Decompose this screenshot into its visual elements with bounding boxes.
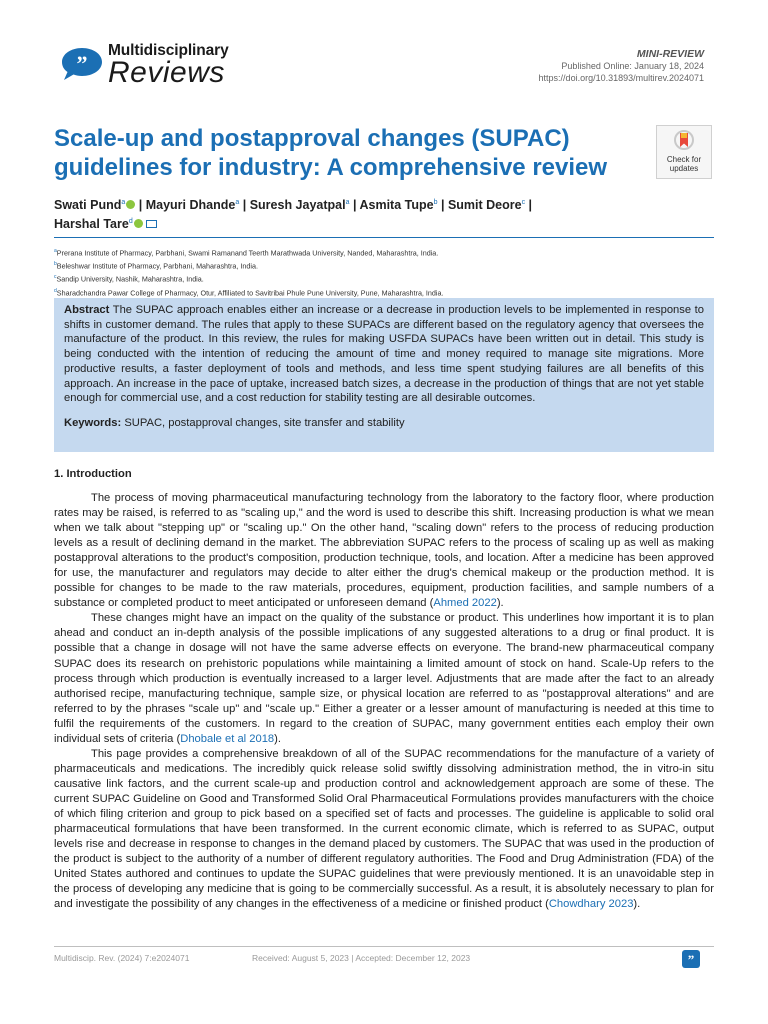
orcid-icon[interactable] [126, 200, 135, 209]
author-name: Asmita Tupe [359, 198, 434, 212]
logo-speech-bubble-icon [60, 46, 104, 82]
keywords-label: Keywords: [64, 416, 122, 429]
author-name: Swati Pund [54, 198, 122, 212]
section-heading: 1. Introduction [54, 468, 132, 480]
author-name: Harshal Tare [54, 217, 129, 231]
abstract-box [54, 298, 714, 452]
footer-citation: Multidiscip. Rev. (2024) 7:e2024071 [54, 953, 190, 963]
keywords-text: SUPAC, postapproval changes, site transfer and stability [124, 416, 405, 429]
citation-link[interactable]: Chowdhary 2023 [548, 898, 634, 911]
email-icon[interactable] [146, 220, 157, 228]
body-text [54, 491, 714, 912]
paragraph: This page provides a comprehensive breakdown of all of the SUPAC recommendations for the manufacture of a variety of pharmaceuticals and medications. The incredibly quick release solid swiftly dissolving administration method, the in vitro-in situ causative link factors, and the current scale-up and production control and acknowledgement approach are some of these. The current SUPAC Guideline on Good and Transformed Solid Oral Pharmaceutical Formulations provides manufacturers with the choice of which filing criterion and group to pick based on a specified set of facts and processes. The guideline is applicable to solid oral pharmaceutical formulations that have been transformed. In the current economic climate, which is referred to as SUPAC, output levels rise and decrease in response to changes in the demand placed by customers. The SUPAC that was used in the production of the product is subject to the authority of a number of different regulatory authorities. The Food and Drug Administration (FDA) of the United States authored and continues to update the SUPAC guidelines that were previously mentioned. It is an unavoidable step in the process of developing any medicine that is going to be commercially successful. As a result, it is absolutely necessary to plan for and investigate the possibility of any changes in the effectiveness of a medicine or finished product (Chowdhary 2023). [54, 747, 714, 911]
abstract-label: Abstract [64, 304, 110, 316]
affiliations: $^a$Prerana Institute of Pharmacy, Parbhani, Swami Ramanand Teerth Marathwada University, Nanded, Maharashtra, India. $^b$Beleshwar Institute of Pharmacy, Parbhani, Maharashtra, India. $^c$Sandip University, Nashik, Maharashtra, India. $^d$Sharadchandra Pawar College of Pharmacy, Otur, Affiliated to Savitribai Phule Pune University, Pune, Maharashtra, India. [54, 248, 444, 297]
paragraph: The process of moving pharmaceutical manufacturing technology from the laboratory to the factory floor, where production rates may be raised, is referred to as "scaling up," and the word is used to describe this shift. Increasing production is what we mean when we talk about "stepping up" or "scaling up." On the other hand, "scaling down" refers to the process of reducing production levels as a result of declining demand in the market. The abbreviation SUPAC refers to the process of scaling up as well as making postapproval alterations to the product's composition, production technique, tools, and location. After a medicine has been approved for use, the manufacturer and regulators may decide to alter either the drug's chemical makeup or the production method. It is possible for changes to be made to the raw materials, procedures, equipment, production facilities, and sample numbers of a substance or completed product to meet anticipated or unforeseen demand (Ahmed 2022). [54, 492, 714, 610]
citation-link[interactable]: Ahmed 2022 [433, 597, 497, 610]
journal-name-big: Reviews [108, 56, 225, 89]
author-line-2: Harshal Tare$^d$ [54, 217, 714, 231]
journal-name-small: Multidisciplinary [108, 42, 229, 59]
check-for-updates-badge[interactable] [656, 125, 712, 179]
footer-dates: Received: August 5, 2023 | Accepted: December 12, 2023 [252, 953, 471, 963]
author-name: Sumit Deore [447, 198, 522, 212]
author-name: Mayuri Dhande [145, 198, 236, 212]
author-name: Suresh Jayatpal [249, 198, 346, 212]
footer-divider [54, 946, 714, 947]
paragraph: These changes might have an impact on the quality of the substance or product. This underlines how important it is to plan ahead and conduct an in-depth analysis of the possible implications of any suggested alterations to a drug or final product. It is possible that a change in dosage will not have the same adverse effects on everyone. The brand-new pharmaceutical company SUPAC does its research on prehistoric populations while maintaining a limited amount of stock on hand. Scale-Up refers to the process through which production is eventually increased to a larger level. Adjustments that are made after the fact to an already authorised recipe, manufacturing technique, sample size, or physical location are referred to as "postapproval alterations" and are referred to by the phrases "scale up" and "scale up." Either a greater or a lesser amount of manufacturing is needed at this time to fulfil the requirements of the customers. In regard to the creation of SUPAC, many government entities each employ their own individual sets of criteria (Dhobale et al 2018). [54, 612, 714, 745]
doi-link[interactable]: https://doi.org/10.31893/multirev.2024071 [538, 73, 704, 83]
author-line-1: Swati Pund$^a$ | Mayuri Dhande$^a$ | Suresh Jayatpal$^a$ | Asmita Tupe$^b$ | Sumit Deore$^c$ | [54, 198, 533, 212]
svg-text:”: ” [76, 51, 88, 76]
orcid-icon[interactable] [134, 219, 143, 228]
published-date: Published Online: January 18, 2024 [561, 61, 704, 71]
check-for-updates-label: Check for updates [666, 155, 702, 173]
divider [54, 237, 714, 238]
bookmark-icon [674, 130, 694, 152]
article-type: MINI-REVIEW [636, 48, 704, 60]
abstract-text: The SUPAC approach enables either an increase or a decrease in production levels to be implemented in response to shifts in customer demand. The rules that apply to these SUPACs are different based on the regulatory agency that oversees the manufacture of the product. In this review, the rules for making USFDA SUPACs have been written out in detail. This study is being conducted with the intention of reducing the amount of time and money required to manage site migrations. More productive results, a faster deployment of tools and methods, and less time spent studying failures are all benefits of this approach. An increase in the pace of uptake, increased batch sizes, a decrease in the production of things that are not yet stable enough for commercial use, and a cost reduction for stability testing are all desirable outcomes. [64, 304, 704, 405]
citation-link[interactable]: Dhobale et al 2018 [180, 732, 275, 745]
journal-logo-icon: ” [682, 950, 700, 968]
article-title: Scale-up and postapproval changes (SUPAC) guidelines for industry: A comprehensive review [54, 125, 608, 181]
